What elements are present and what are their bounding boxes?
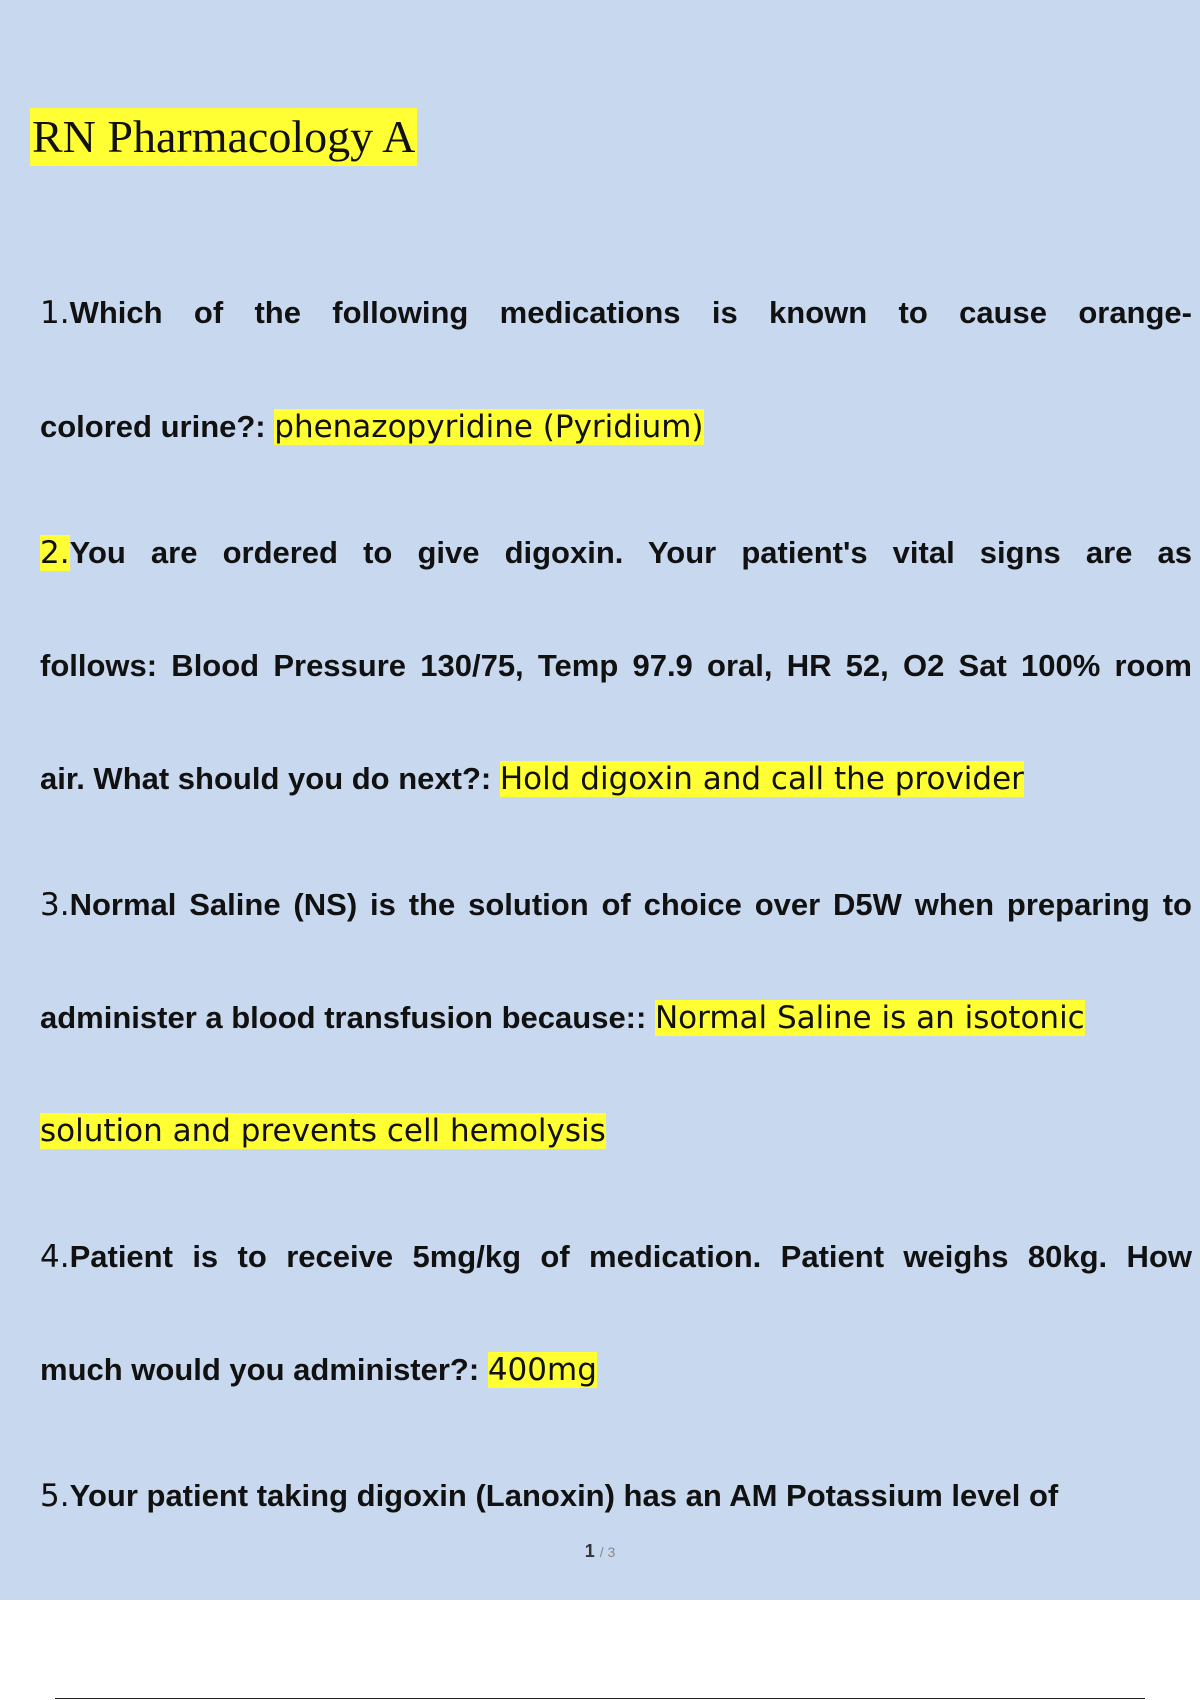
question-3-text: Normal Saline (NS) is the solution of choice over D5W when preparing to: [69, 887, 1192, 922]
question-4-number: 4.: [40, 1239, 70, 1275]
question-3-line-2: [40, 998, 1192, 1038]
question-3-answer-part-2: solution and prevents cell hemolysis: [40, 1113, 606, 1149]
question-4-text: Patient is to receive 5mg/kg of medication. Patient weighs 80kg. How: [69, 1239, 1192, 1274]
question-2-number: 2.: [40, 535, 70, 571]
question-3-answer-part-1: Normal Saline is an isotonic: [654, 1000, 1085, 1036]
question-4-line-1: [40, 1237, 1192, 1277]
question-4-answer: 400mg: [487, 1352, 597, 1388]
question-5-text: Your patient taking digoxin (Lanoxin) has an AM Potassium level of: [69, 1478, 1059, 1513]
question-1-text: Which of the following medications is known to cause orange-: [69, 295, 1192, 330]
footer-rule: [55, 1698, 1145, 1699]
question-1-line-1: [40, 293, 1192, 333]
question-2-line-2: [40, 646, 1192, 686]
question-1-number: 1.: [40, 295, 70, 331]
question-2-line-3: [40, 759, 1192, 799]
question-2-text-cont: follows: Blood Pressure 130/75, Temp 97.9 oral, HR 52, O2 Sat 100% room: [40, 648, 1192, 683]
question-5-number: 5.: [40, 1478, 70, 1514]
question-1-text-cont: colored urine?:: [40, 409, 266, 444]
question-3-line-3: [40, 1111, 1192, 1151]
question-2-answer: Hold digoxin and call the provider: [499, 761, 1024, 797]
question-3-text-cont: administer a blood transfusion because::: [40, 1000, 647, 1035]
question-1-answer: phenazopyridine (Pyridium): [274, 409, 704, 445]
question-1-line-2: [40, 407, 1192, 447]
document-title: RN Pharmacology A: [30, 108, 417, 166]
question-3-number: 3.: [40, 887, 70, 923]
question-2-text-cont-2: air. What should you do next?:: [40, 761, 492, 796]
page-current: 1: [584, 1541, 595, 1561]
page-total: / 3: [599, 1544, 616, 1560]
page-indicator: [0, 1541, 1200, 1562]
question-5-line-1: [40, 1476, 1192, 1516]
question-3-line-1: [40, 885, 1192, 925]
question-4-text-cont: much would you administer?:: [40, 1352, 480, 1387]
question-2-text: You are ordered to give digoxin. Your patient's vital signs are as: [69, 535, 1192, 570]
question-2-line-1: [40, 533, 1192, 573]
question-4-line-2: [40, 1350, 1192, 1390]
